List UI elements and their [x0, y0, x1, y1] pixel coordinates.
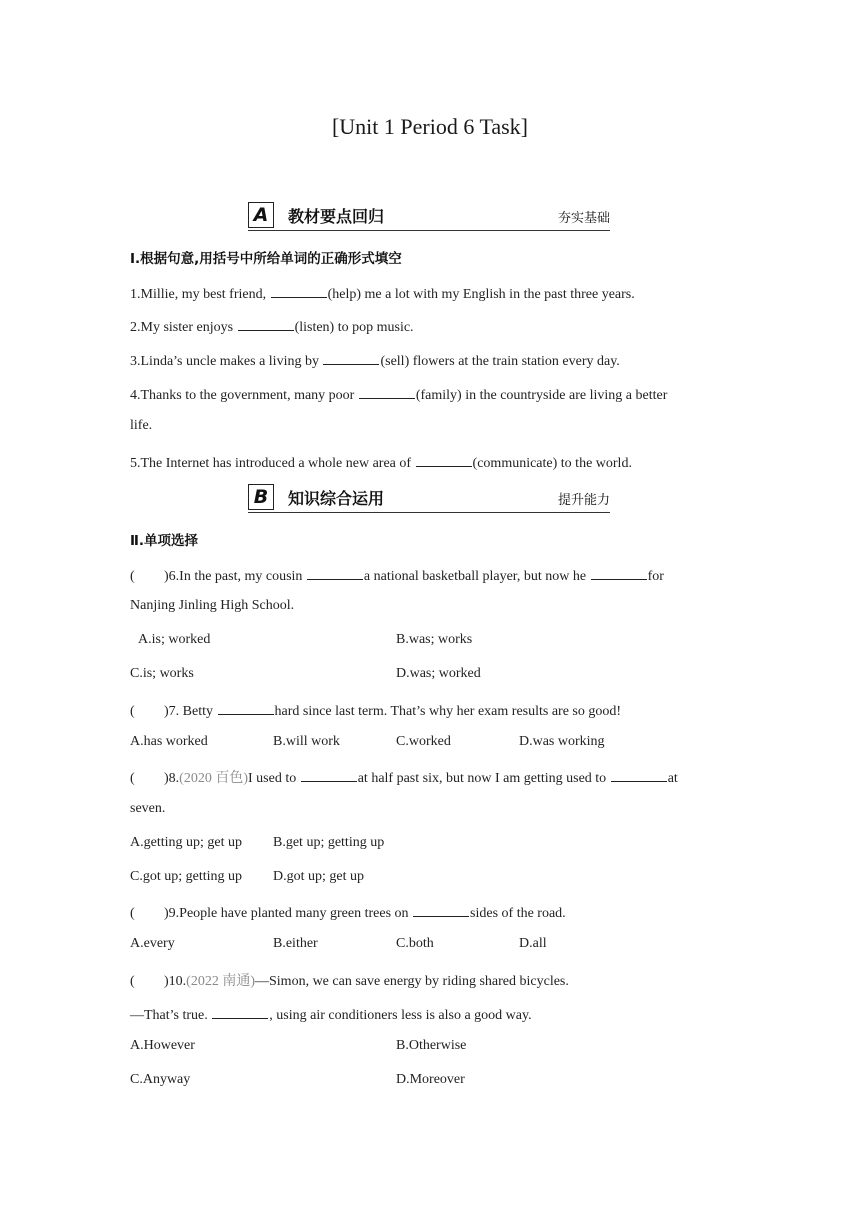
option-a: A.is; worked — [138, 632, 211, 647]
question-10: ( )10.(2022 南通)—Simon, we can save energy by riding shared bicycles. — [130, 974, 569, 989]
answer-blank[interactable] — [413, 902, 469, 917]
option-d: D.Moreover — [396, 1072, 465, 1087]
section1-heading: Ⅰ.根据句意,用括号中所给单词的正确形式填空 — [130, 251, 402, 267]
answer-blank[interactable] — [238, 316, 294, 331]
question-4-cont: life. — [130, 418, 153, 433]
banner-tag-b: 提升能力 — [557, 493, 610, 508]
option-d: D.all — [519, 936, 547, 951]
banner-badge-a: A — [248, 202, 274, 228]
answer-blank[interactable] — [359, 384, 415, 399]
question-7: ( )7. Betty hard since last term. That’s why her exam results are so good! — [130, 700, 621, 720]
option-c: C.worked — [396, 734, 451, 749]
option-c: C.Anyway — [130, 1072, 191, 1087]
option-d: D.got up; get up — [273, 869, 364, 884]
banner-badge-b: B — [248, 484, 274, 510]
option-b: B.Otherwise — [396, 1038, 467, 1053]
answer-blank[interactable] — [307, 565, 363, 580]
answer-blank[interactable] — [271, 283, 327, 298]
option-a: A.However — [130, 1038, 195, 1053]
answer-bracket[interactable]: ( — [130, 704, 135, 719]
section2-heading: Ⅱ.单项选择 — [130, 533, 199, 549]
question-10-cont: —That’s true. , using air conditioners less is also a good way. — [130, 1004, 532, 1024]
question-8: ( )8.(2020 百色)I used to at half past six, but now I am getting used to at — [130, 767, 678, 787]
option-b: B.get up; getting up — [273, 835, 385, 850]
option-b: B.either — [273, 936, 318, 951]
question-1: 1.Millie, my best friend, (help) me a lot with my English in the past three years. — [130, 283, 635, 303]
option-b: B.was; works — [396, 632, 473, 647]
section-banner-a — [248, 202, 610, 231]
answer-blank[interactable] — [301, 767, 357, 782]
answer-blank[interactable] — [611, 767, 667, 782]
question-9: ( )9.People have planted many green trees on sides of the road. — [130, 902, 566, 922]
option-a: A.has worked — [130, 734, 208, 749]
question-5: 5.The Internet has introduced a whole new area of (communicate) to the world. — [130, 452, 632, 472]
answer-bracket[interactable]: ( — [130, 569, 135, 584]
option-b: B.will work — [273, 734, 340, 749]
option-a: A.every — [130, 936, 175, 951]
question-6-cont: Nanjing Jinling High School. — [130, 598, 295, 613]
question-8-cont: seven. — [130, 801, 166, 816]
answer-blank[interactable] — [212, 1004, 268, 1019]
question-2: 2.My sister enjoys (listen) to pop music. — [130, 316, 414, 336]
option-c: C.both — [396, 936, 434, 951]
question-6: ( )6.In the past, my cousin a national basketball player, but now he for — [130, 565, 664, 585]
answer-blank[interactable] — [591, 565, 647, 580]
option-c: C.got up; getting up — [130, 869, 242, 884]
option-c: C.is; works — [130, 666, 194, 681]
page-title: [Unit 1 Period 6 Task] — [331, 114, 529, 139]
answer-blank[interactable] — [323, 350, 379, 365]
source-note: (2020 百色) — [179, 771, 248, 786]
section-banner-b — [248, 484, 610, 513]
option-a: A.getting up; get up — [130, 835, 242, 850]
answer-bracket[interactable]: ( — [130, 906, 135, 921]
answer-bracket[interactable]: ( — [130, 771, 135, 786]
question-4: 4.Thanks to the government, many poor (family) in the countryside are living a better — [130, 384, 667, 404]
answer-bracket[interactable]: ( — [130, 974, 135, 989]
question-3: 3.Linda’s uncle makes a living by (sell) flowers at the train station every day. — [130, 350, 620, 370]
answer-blank[interactable] — [416, 452, 472, 467]
option-d: D.was working — [519, 734, 605, 749]
source-note: (2022 南通) — [186, 974, 255, 989]
banner-tag-a: 夯实基础 — [557, 211, 610, 226]
banner-title-a: 教材要点回归 — [288, 207, 385, 226]
banner-title-b: 知识综合运用 — [288, 489, 385, 508]
option-d: D.was; worked — [396, 666, 481, 681]
answer-blank[interactable] — [218, 700, 274, 715]
